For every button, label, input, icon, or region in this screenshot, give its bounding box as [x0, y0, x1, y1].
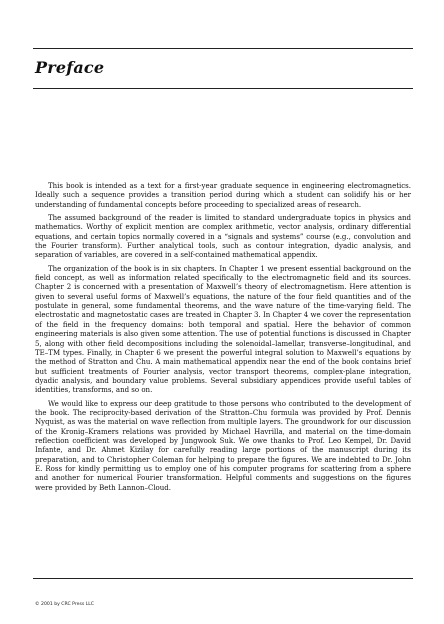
footer-rule — [33, 578, 413, 579]
paragraph: The assumed background of the reader is limited to standard undergraduate topics in physics and mathematics. Worthy of explicit mention are complex arithmetic, vector analysis, ordinary differential equations, and certain topics normally covered in a “signals and systems” course (e.g., convolution and the Fourier transform). Further analytical tools, such as contour integration, dyadic analysis, and separation of variables, are covered in a self-contained mathematical appendix. — [35, 214, 411, 260]
page-title: Preface — [35, 58, 105, 77]
paragraph: The organization of the book is in six chapters. In Chapter 1 we present essential background on the field concept, as well as information related specifically to the electromagnetic field and its sources. Chapter 2 is concerned with a presentation of Maxwell’s theory of electromagnetism. Here attention is given to several useful forms of Maxwell’s equations, the nature of the four field quantities and of the postulate in general, some fundamental theorems, and the wave nature of the time-varying field. The electrostatic and magnetostatic cases are treated in Chapter 3. In Chapter 4 we cover the representation of the field in the frequency domains: both temporal and spatial. Here the behavior of common engineering materials is also given some attention. The use of potential functions is discussed in Chapter 5, along with other field decompositions including the solenoidal–lamellar, transverse–longitudinal, and TE–TM types. Finally, in Chapter 6 we present the powerful integral solution to Maxwell’s equations by the method of Stratton and Chu. A main mathematical appendix near the end of the book contains brief but sufficient treatments of Fourier analysis, vector transport theorems, complex-plane integration, dyadic analysis, and boundary value problems. Several subsidiary appendices provide useful tables of identities, transforms, and so on. — [35, 264, 411, 395]
copyright-footer: © 2001 by CRC Press LLC — [35, 602, 95, 607]
preface-body — [35, 182, 411, 497]
paragraph: We would like to express our deep gratitude to those persons who contributed to the development of the book. The reciprocity-based derivation of the Stratton–Chu formula was provided by Prof. Dennis Nyquist, as was the material on wave reflection from multiple layers. The groundwork for our discussion of the Kronig–Kramers relations was provided by Michael Havrilla, and material on the time-domain reflection coefficient was developed by Jungwook Suk. We owe thanks to Prof. Leo Kempel, Dr. David Infante, and Dr. Ahmet Kizilay for carefully reading large portions of the manuscript during its preparation, and to Christopher Coleman for helping to prepare the figures. We are indebted to Dr. John E. Ross for kindly permitting us to employ one of his computer programs for scattering from a sphere and another for numerical Fourier transformation. Helpful comments and suggestions on the figures were provided by Beth Lannon–Cloud. — [35, 399, 411, 492]
top-rule — [33, 48, 413, 49]
title-rule — [33, 88, 413, 89]
paragraph: This book is intended as a text for a first-year graduate sequence in engineering electromagnetics. Ideally such a sequence provides a transition period during which a student can solidify his or her understanding of fundamental concepts before proceeding to specialized areas of research. — [35, 182, 411, 209]
